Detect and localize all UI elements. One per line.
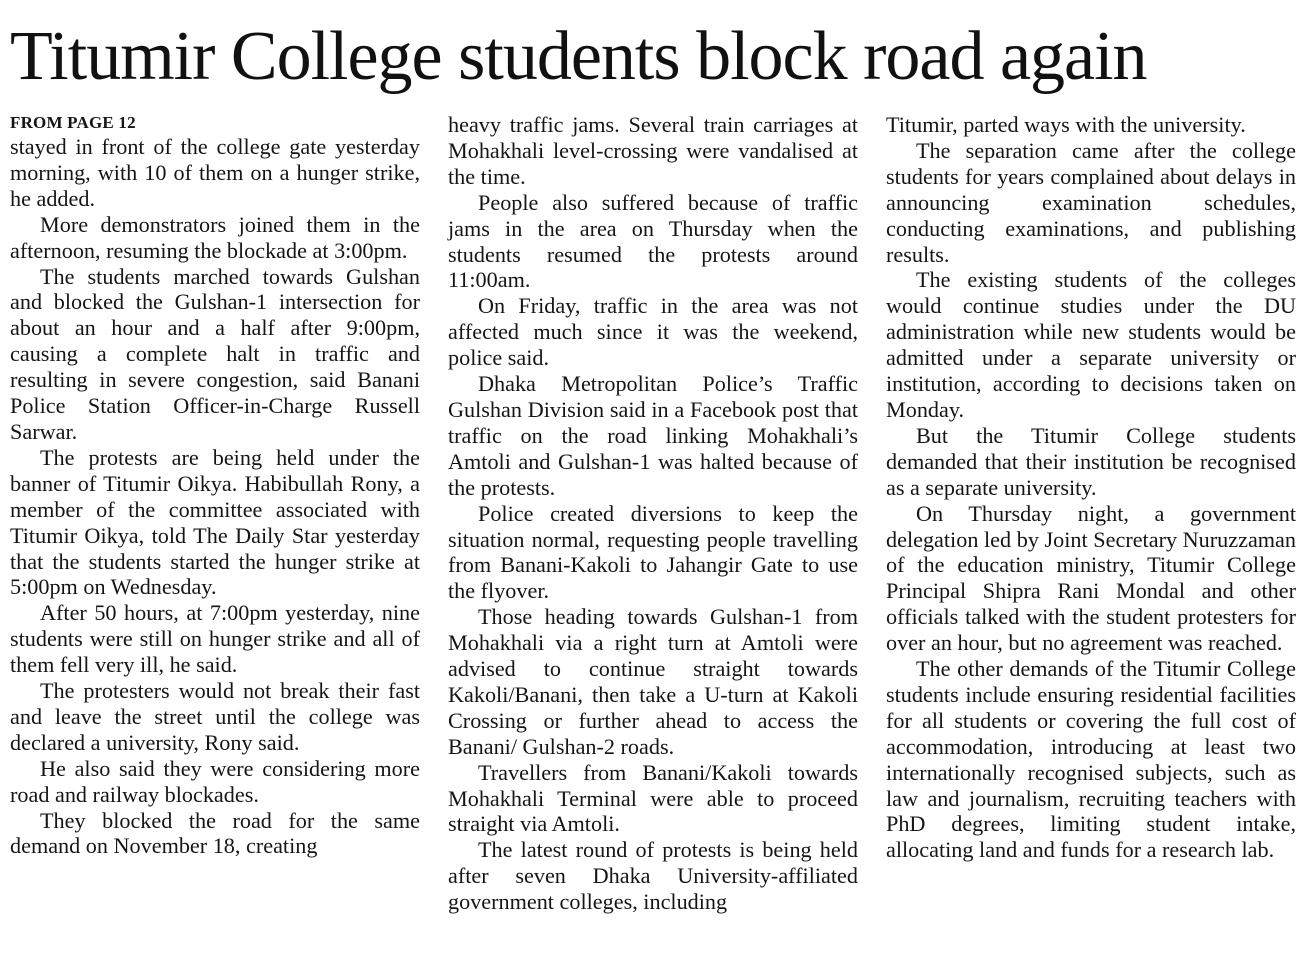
paragraph: He also said they were considering more road and railway blockades.	[10, 755, 420, 807]
paragraph: More demonstrators joined them in the afternoon, resuming the blockade at 3:00pm.	[10, 211, 420, 263]
paragraph: Police created diversions to keep the situation normal, requesting people travelling from Banani-Kakoli to Jahangir Gate to use the flyover.	[448, 500, 858, 604]
paragraph: On Friday, traffic in the area was not affected much since it was the weekend, police said.	[448, 293, 858, 371]
paragraph: The students marched towards Gulshan and blocked the Gulshan-1 intersection for about an hour and a half after 9:00pm, causing a complete halt in traffic and resulting in severe congestion, said Banani Police Station Officer-in-Charge Russell Sarwar.	[10, 263, 420, 444]
jump-label: FROM PAGE 12	[10, 113, 136, 132]
paragraph: stayed in front of the college gate yesterday morning, with 10 of them on a hunger strike, he added.	[10, 134, 420, 211]
paragraph: The protests are being held under the banner of Titumir Oikya. Habibullah Rony, a member of the committee associated with Titumir Oikya, told The Daily Star yesterday that the students started the hunger strike at 5:00pm on Wednesday.	[10, 444, 420, 600]
column-1	[10, 112, 420, 915]
paragraph: But the Titumir College students demanded that their institution be recognised as a separate university.	[886, 422, 1296, 500]
paragraph: Those heading towards Gulshan-1 from Mohakhali via a right turn at Amtoli were advised to continue straight towards Kakoli/Banani, then take a U-turn at Kakoli Crossing or further ahead to access the Banani/ Gulshan-2 roads.	[448, 604, 858, 759]
column-2	[448, 112, 858, 915]
column-3	[886, 112, 1296, 915]
paragraph: heavy traffic jams. Several train carriages at Mohakhali level-crossing were vandalised at the time.	[448, 112, 858, 189]
paragraph: The separation came after the college students for years complained about delays in announcing examination schedules, conducting examinations, and publishing results.	[886, 137, 1296, 267]
article-body	[10, 112, 1296, 915]
paragraph: After 50 hours, at 7:00pm yesterday, nine students were still on hunger strike and all of them fell very ill, he said.	[10, 600, 420, 678]
headline: Titumir College students block road again	[10, 18, 1147, 95]
paragraph: The existing students of the colleges would continue studies under the DU administration while new students would be admitted under a separate university or institution, according to decisions taken on Monday.	[886, 267, 1296, 422]
paragraph: They blocked the road for the same demand on November 18, creating	[10, 807, 420, 859]
paragraph: The protesters would not break their fast and leave the street until the college was declared a university, Rony said.	[10, 678, 420, 755]
paragraph: Dhaka Metropolitan Police’s Traffic Gulshan Division said in a Facebook post that traffic on the road linking Mohakhali’s Amtoli and Gulshan-1 was halted because of the protests.	[448, 371, 858, 500]
paragraph: On Thursday night, a government delegation led by Joint Secretary Nuruzzaman of the education ministry, Titumir College Principal Shipra Rani Mondal and other officials talked with the student protesters for over an hour, but no agreement was reached.	[886, 500, 1296, 656]
paragraph: Travellers from Banani/Kakoli towards Mohakhali Terminal were able to proceed straight via Amtoli.	[448, 759, 858, 837]
paragraph: The latest round of protests is being held after seven Dhaka University-affiliated government colleges, including	[448, 837, 858, 915]
paragraph: Titumir, parted ways with the university.	[886, 112, 1246, 137]
paragraph: People also suffered because of traffic jams in the area on Thursday when the students resumed the protests around 11:00am.	[448, 189, 858, 293]
paragraph: The other demands of the Titumir College students include ensuring residential facilities for all students or covering the full cost of accommodation, introducing at least two internationally recognised subjects, such as law and journalism, recruiting teachers with PhD degrees, limiting student intake, allocating land and funds for a research lab.	[886, 656, 1296, 863]
